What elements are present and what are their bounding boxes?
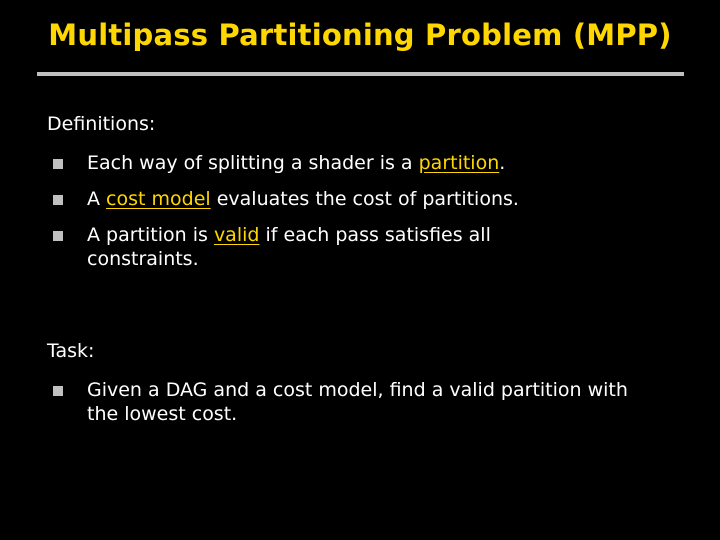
task-item	[47, 378, 647, 426]
definition-text-after: evaluates the cost of partitions.	[210, 188, 519, 210]
definition-text-before: A partition is	[87, 224, 214, 246]
definitions-heading: Definitions:	[47, 113, 156, 135]
definition-item	[47, 151, 687, 175]
definition-term: cost model	[106, 188, 211, 210]
definition-text-before: Each way of splitting a shader is a	[87, 152, 419, 174]
definition-term: partition	[418, 152, 500, 174]
definition-item	[47, 223, 547, 271]
task-text: Given a DAG and a cost model, find a valid partition with the lowest cost.	[87, 379, 628, 425]
task-heading: Task:	[47, 340, 95, 362]
definitions-list	[47, 151, 687, 283]
bullet-square-icon	[53, 386, 63, 396]
definition-item	[47, 187, 687, 211]
definition-text-before: A	[87, 188, 107, 210]
definition-term: valid	[213, 224, 260, 246]
title-divider	[37, 72, 684, 76]
definition-text-after: if each pass satisfies all constraints.	[87, 224, 491, 270]
bullet-square-icon	[53, 195, 63, 205]
definition-text-after: .	[499, 152, 506, 174]
task-list	[47, 378, 687, 438]
bullet-square-icon	[53, 231, 63, 241]
bullet-square-icon	[53, 159, 63, 169]
slide-title: Multipass Partitioning Problem (MPP)	[48, 18, 672, 52]
